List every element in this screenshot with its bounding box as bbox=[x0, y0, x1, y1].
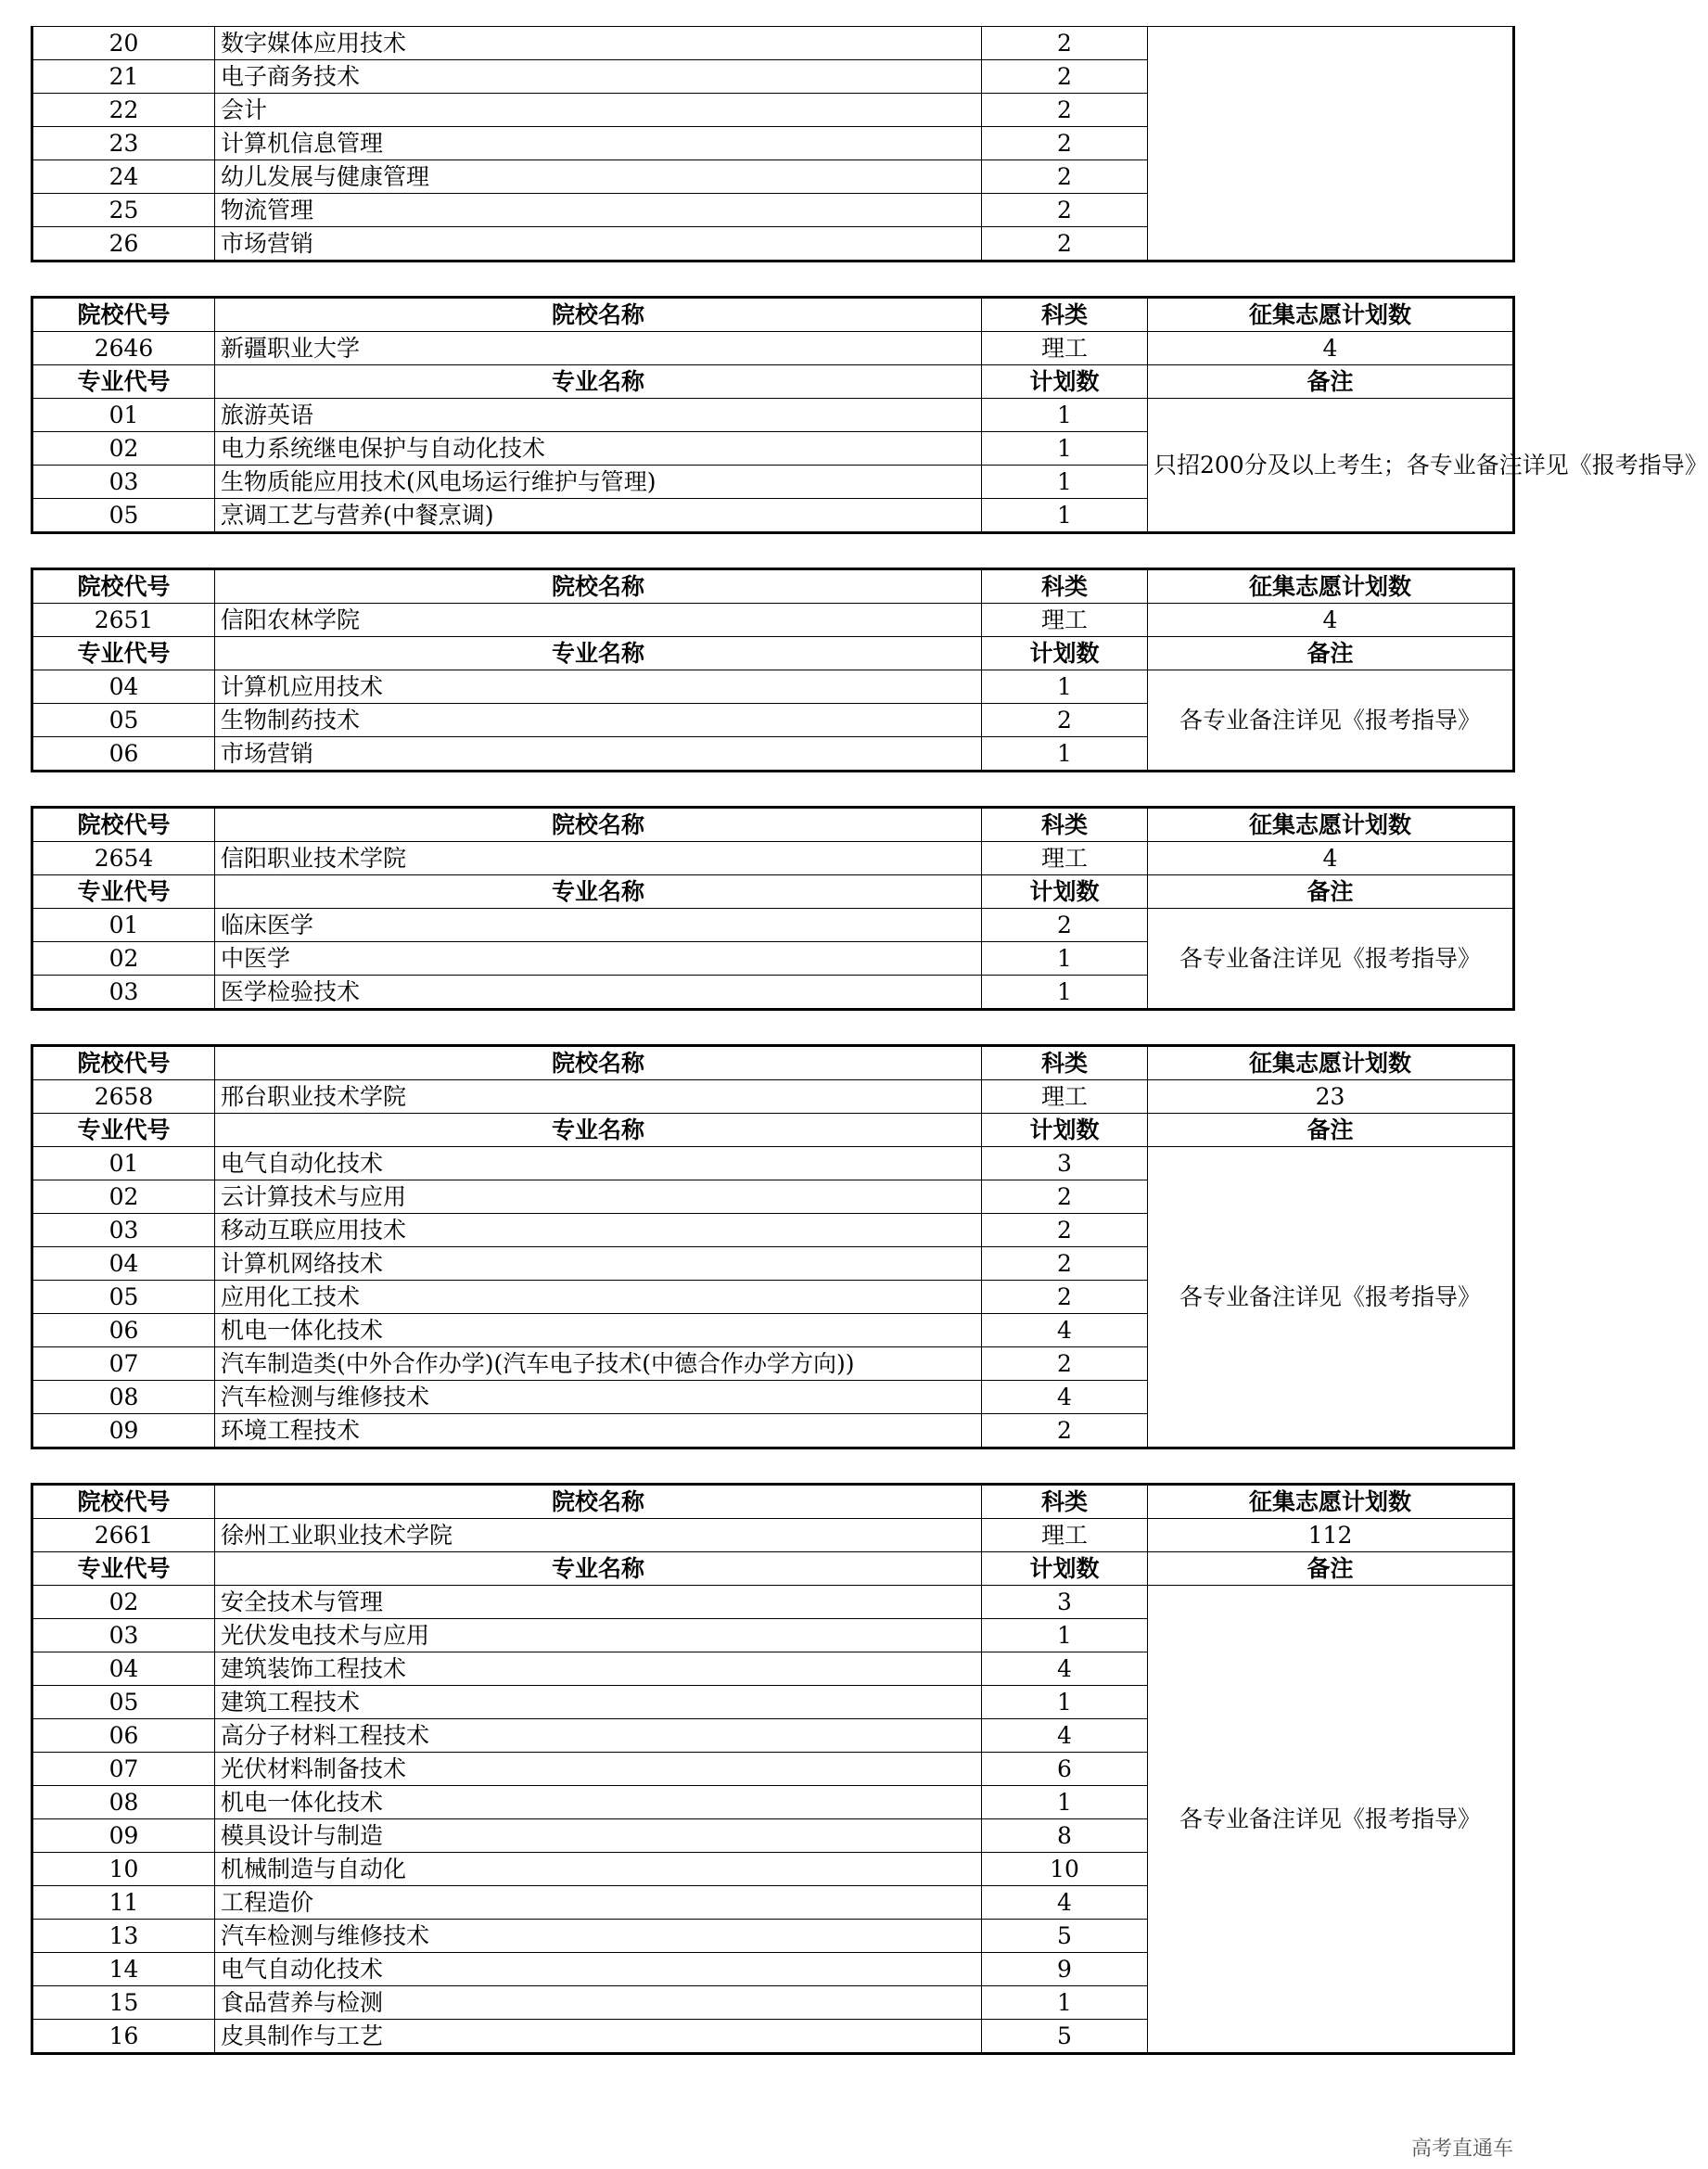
major-plan: 5 bbox=[982, 2020, 1148, 2054]
major-plan: 1 bbox=[982, 976, 1148, 1010]
major-name: 机电一体化技术 bbox=[215, 1786, 982, 1819]
header-major-code: 专业代号 bbox=[32, 875, 215, 909]
header-school-name: 院校名称 bbox=[215, 298, 982, 332]
major-plan: 2 bbox=[982, 160, 1148, 194]
major-code: 21 bbox=[32, 60, 215, 94]
document-body bbox=[31, 26, 1708, 2055]
major-name: 会计 bbox=[215, 94, 982, 127]
header-note: 备注 bbox=[1148, 365, 1514, 399]
major-plan: 2 bbox=[982, 60, 1148, 94]
school-table bbox=[31, 1044, 1515, 1449]
major-code: 13 bbox=[32, 1920, 215, 1953]
major-plan: 8 bbox=[982, 1819, 1148, 1853]
school-category: 理工 bbox=[982, 842, 1148, 875]
school-name: 信阳职业技术学院 bbox=[215, 842, 982, 875]
major-code: 05 bbox=[32, 704, 215, 737]
school-code: 2654 bbox=[32, 842, 215, 875]
school-header-row bbox=[32, 1485, 1514, 1519]
school-category: 理工 bbox=[982, 332, 1148, 365]
block-gap bbox=[31, 534, 1512, 568]
major-plan: 4 bbox=[982, 1886, 1148, 1920]
major-plan: 3 bbox=[982, 1586, 1148, 1619]
major-name: 电气自动化技术 bbox=[215, 1953, 982, 1986]
school-header-row bbox=[32, 808, 1514, 842]
school-header-row bbox=[32, 1046, 1514, 1080]
major-header-row bbox=[32, 1552, 1514, 1586]
block-gap bbox=[31, 1449, 1512, 1483]
school-category: 理工 bbox=[982, 1080, 1148, 1114]
header-category: 科类 bbox=[982, 1485, 1148, 1519]
header-plan-total: 征集志愿计划数 bbox=[1148, 298, 1514, 332]
major-code: 16 bbox=[32, 2020, 215, 2054]
major-plan: 9 bbox=[982, 1953, 1148, 1986]
major-plan: 2 bbox=[982, 27, 1148, 60]
major-name: 汽车制造类(中外合作办学)(汽车电子技术(中德合作办学方向)) bbox=[215, 1347, 982, 1381]
header-major-code: 专业代号 bbox=[32, 365, 215, 399]
header-major-name: 专业名称 bbox=[215, 1552, 982, 1586]
school-info-row bbox=[32, 1080, 1514, 1114]
major-code: 01 bbox=[32, 399, 215, 432]
watermark: 高考直通车 bbox=[1410, 2137, 1513, 2161]
major-name: 高分子材料工程技术 bbox=[215, 1719, 982, 1753]
header-school-code: 院校代号 bbox=[32, 1485, 215, 1519]
major-name: 机械制造与自动化 bbox=[215, 1853, 982, 1886]
header-plan: 计划数 bbox=[982, 1552, 1148, 1586]
major-code: 11 bbox=[32, 1886, 215, 1920]
major-name: 计算机网络技术 bbox=[215, 1247, 982, 1281]
school-table bbox=[31, 568, 1515, 772]
major-code: 03 bbox=[32, 1214, 215, 1247]
major-name: 幼儿发展与健康管理 bbox=[215, 160, 982, 194]
school-code: 2658 bbox=[32, 1080, 215, 1114]
header-school-code: 院校代号 bbox=[32, 298, 215, 332]
major-plan: 4 bbox=[982, 1381, 1148, 1414]
major-name: 旅游英语 bbox=[215, 399, 982, 432]
major-code: 09 bbox=[32, 1414, 215, 1448]
major-code: 03 bbox=[32, 976, 215, 1010]
major-plan: 2 bbox=[982, 227, 1148, 262]
major-plan: 1 bbox=[982, 399, 1148, 432]
major-header-row bbox=[32, 875, 1514, 909]
major-plan: 10 bbox=[982, 1853, 1148, 1886]
major-name: 市场营销 bbox=[215, 227, 982, 262]
school-plan-total: 4 bbox=[1148, 604, 1514, 637]
major-plan: 2 bbox=[982, 1347, 1148, 1381]
major-name: 光伏材料制备技术 bbox=[215, 1753, 982, 1786]
note-cell: 各专业备注详见《报考指导》 bbox=[1148, 670, 1514, 772]
major-code: 25 bbox=[32, 194, 215, 227]
major-name: 临床医学 bbox=[215, 909, 982, 942]
major-code: 05 bbox=[32, 499, 215, 533]
major-code: 05 bbox=[32, 1281, 215, 1314]
school-category: 理工 bbox=[982, 1519, 1148, 1552]
major-plan: 2 bbox=[982, 1414, 1148, 1448]
school-plan-total: 112 bbox=[1148, 1519, 1514, 1552]
major-name: 物流管理 bbox=[215, 194, 982, 227]
major-name: 电力系统继电保护与自动化技术 bbox=[215, 432, 982, 466]
major-name: 电气自动化技术 bbox=[215, 1147, 982, 1180]
major-plan: 1 bbox=[982, 499, 1148, 533]
school-code: 2651 bbox=[32, 604, 215, 637]
school-info-row bbox=[32, 1519, 1514, 1552]
major-name: 计算机应用技术 bbox=[215, 670, 982, 704]
note-cell: 各专业备注详见《报考指导》 bbox=[1148, 909, 1514, 1010]
school-info-row bbox=[32, 604, 1514, 637]
major-plan: 1 bbox=[982, 1986, 1148, 2020]
major-code: 06 bbox=[32, 1314, 215, 1347]
header-school-name: 院校名称 bbox=[215, 1046, 982, 1080]
school-category: 理工 bbox=[982, 604, 1148, 637]
header-plan: 计划数 bbox=[982, 1114, 1148, 1147]
major-name: 工程造价 bbox=[215, 1886, 982, 1920]
major-name: 建筑装饰工程技术 bbox=[215, 1652, 982, 1686]
major-header-row bbox=[32, 637, 1514, 670]
major-plan: 2 bbox=[982, 94, 1148, 127]
note-cell: 只招200分及以上考生；各专业备注详见《报考指导》 bbox=[1148, 399, 1514, 533]
major-code: 01 bbox=[32, 909, 215, 942]
block-gap bbox=[31, 772, 1512, 806]
school-table bbox=[31, 806, 1515, 1011]
major-code: 04 bbox=[32, 1247, 215, 1281]
major-plan: 1 bbox=[982, 1786, 1148, 1819]
school-plan-total: 4 bbox=[1148, 842, 1514, 875]
school-info-row bbox=[32, 332, 1514, 365]
header-plan-total: 征集志愿计划数 bbox=[1148, 569, 1514, 604]
school-code: 2661 bbox=[32, 1519, 215, 1552]
major-plan: 1 bbox=[982, 432, 1148, 466]
major-name: 模具设计与制造 bbox=[215, 1819, 982, 1853]
table-row bbox=[32, 909, 1514, 942]
major-name: 医学检验技术 bbox=[215, 976, 982, 1010]
school-table bbox=[31, 1483, 1515, 2055]
major-plan: 1 bbox=[982, 737, 1148, 772]
major-code: 07 bbox=[32, 1347, 215, 1381]
header-major-name: 专业名称 bbox=[215, 1114, 982, 1147]
school-table bbox=[31, 296, 1708, 534]
major-name: 电子商务技术 bbox=[215, 60, 982, 94]
major-plan: 4 bbox=[982, 1719, 1148, 1753]
major-code: 06 bbox=[32, 1719, 215, 1753]
major-plan: 4 bbox=[982, 1314, 1148, 1347]
header-plan-total: 征集志愿计划数 bbox=[1148, 1485, 1514, 1519]
major-code: 26 bbox=[32, 227, 215, 262]
table-row bbox=[32, 670, 1514, 704]
major-code: 15 bbox=[32, 1986, 215, 2020]
major-code: 09 bbox=[32, 1819, 215, 1853]
major-name: 应用化工技术 bbox=[215, 1281, 982, 1314]
table-row bbox=[32, 1586, 1514, 1619]
major-name: 云计算技术与应用 bbox=[215, 1180, 982, 1214]
note-cell: 各专业备注详见《报考指导》 bbox=[1148, 1586, 1514, 2054]
major-code: 22 bbox=[32, 94, 215, 127]
major-name: 食品营养与检测 bbox=[215, 1986, 982, 2020]
block-gap bbox=[31, 1011, 1512, 1044]
header-note: 备注 bbox=[1148, 1552, 1514, 1586]
major-name: 机电一体化技术 bbox=[215, 1314, 982, 1347]
header-plan: 计划数 bbox=[982, 637, 1148, 670]
note-cell: 各专业备注详见《报考指导》 bbox=[1148, 1147, 1514, 1448]
major-plan: 2 bbox=[982, 909, 1148, 942]
major-code: 23 bbox=[32, 127, 215, 160]
note-cell bbox=[1148, 27, 1514, 262]
table-row bbox=[32, 27, 1514, 60]
header-major-name: 专业名称 bbox=[215, 637, 982, 670]
header-note: 备注 bbox=[1148, 875, 1514, 909]
header-major-name: 专业名称 bbox=[215, 875, 982, 909]
major-code: 03 bbox=[32, 466, 215, 499]
school-code: 2646 bbox=[32, 332, 215, 365]
major-name: 烹调工艺与营养(中餐烹调) bbox=[215, 499, 982, 533]
major-plan: 2 bbox=[982, 194, 1148, 227]
major-code: 06 bbox=[32, 737, 215, 772]
major-plan: 2 bbox=[982, 1281, 1148, 1314]
major-code: 02 bbox=[32, 1586, 215, 1619]
major-plan: 1 bbox=[982, 670, 1148, 704]
header-major-name: 专业名称 bbox=[215, 365, 982, 399]
header-major-code: 专业代号 bbox=[32, 637, 215, 670]
header-school-name: 院校名称 bbox=[215, 1485, 982, 1519]
major-plan: 2 bbox=[982, 1214, 1148, 1247]
major-name: 中医学 bbox=[215, 942, 982, 976]
header-school-name: 院校名称 bbox=[215, 569, 982, 604]
school-header-row bbox=[32, 569, 1514, 604]
school-name: 信阳农林学院 bbox=[215, 604, 982, 637]
school-header-row bbox=[32, 298, 1514, 332]
major-name: 生物制药技术 bbox=[215, 704, 982, 737]
major-name: 汽车检测与维修技术 bbox=[215, 1381, 982, 1414]
major-plan: 3 bbox=[982, 1147, 1148, 1180]
major-code: 04 bbox=[32, 1652, 215, 1686]
school-plan-total: 4 bbox=[1148, 332, 1514, 365]
major-code: 07 bbox=[32, 1753, 215, 1786]
school-name: 新疆职业大学 bbox=[215, 332, 982, 365]
header-major-code: 专业代号 bbox=[32, 1552, 215, 1586]
major-plan: 2 bbox=[982, 127, 1148, 160]
major-code: 05 bbox=[32, 1686, 215, 1719]
header-note: 备注 bbox=[1148, 1114, 1514, 1147]
major-code: 08 bbox=[32, 1381, 215, 1414]
header-category: 科类 bbox=[982, 298, 1148, 332]
major-name: 数字媒体应用技术 bbox=[215, 27, 982, 60]
school-name: 邢台职业技术学院 bbox=[215, 1080, 982, 1114]
major-plan: 2 bbox=[982, 1180, 1148, 1214]
header-school-code: 院校代号 bbox=[32, 808, 215, 842]
major-header-row bbox=[32, 365, 1514, 399]
major-name: 计算机信息管理 bbox=[215, 127, 982, 160]
major-plan: 1 bbox=[982, 466, 1148, 499]
continued-major-table bbox=[31, 26, 1515, 262]
major-plan: 4 bbox=[982, 1652, 1148, 1686]
school-info-row bbox=[32, 842, 1514, 875]
major-code: 04 bbox=[32, 670, 215, 704]
header-category: 科类 bbox=[982, 808, 1148, 842]
school-name: 徐州工业职业技术学院 bbox=[215, 1519, 982, 1552]
major-plan: 2 bbox=[982, 704, 1148, 737]
header-school-code: 院校代号 bbox=[32, 1046, 215, 1080]
header-school-code: 院校代号 bbox=[32, 569, 215, 604]
major-code: 01 bbox=[32, 1147, 215, 1180]
major-plan: 2 bbox=[982, 1247, 1148, 1281]
header-plan: 计划数 bbox=[982, 875, 1148, 909]
major-header-row bbox=[32, 1114, 1514, 1147]
major-code: 24 bbox=[32, 160, 215, 194]
major-code: 03 bbox=[32, 1619, 215, 1652]
header-plan: 计划数 bbox=[982, 365, 1148, 399]
major-name: 生物质能应用技术(风电场运行维护与管理) bbox=[215, 466, 982, 499]
major-code: 14 bbox=[32, 1953, 215, 1986]
major-name: 环境工程技术 bbox=[215, 1414, 982, 1448]
major-name: 光伏发电技术与应用 bbox=[215, 1619, 982, 1652]
table-row bbox=[32, 1147, 1514, 1180]
header-major-code: 专业代号 bbox=[32, 1114, 215, 1147]
major-plan: 6 bbox=[982, 1753, 1148, 1786]
header-plan-total: 征集志愿计划数 bbox=[1148, 1046, 1514, 1080]
school-plan-total: 23 bbox=[1148, 1080, 1514, 1114]
major-plan: 5 bbox=[982, 1920, 1148, 1953]
header-category: 科类 bbox=[982, 569, 1148, 604]
major-name: 市场营销 bbox=[215, 737, 982, 772]
major-plan: 1 bbox=[982, 1619, 1148, 1652]
major-plan: 1 bbox=[982, 1686, 1148, 1719]
major-name: 建筑工程技术 bbox=[215, 1686, 982, 1719]
major-code: 02 bbox=[32, 1180, 215, 1214]
major-code: 10 bbox=[32, 1853, 215, 1886]
header-category: 科类 bbox=[982, 1046, 1148, 1080]
major-name: 安全技术与管理 bbox=[215, 1586, 982, 1619]
major-plan: 1 bbox=[982, 942, 1148, 976]
header-school-name: 院校名称 bbox=[215, 808, 982, 842]
block-gap bbox=[31, 262, 1512, 296]
major-code: 08 bbox=[32, 1786, 215, 1819]
major-code: 02 bbox=[32, 942, 215, 976]
major-name: 汽车检测与维修技术 bbox=[215, 1920, 982, 1953]
major-name: 移动互联应用技术 bbox=[215, 1214, 982, 1247]
major-code: 02 bbox=[32, 432, 215, 466]
header-note: 备注 bbox=[1148, 637, 1514, 670]
header-plan-total: 征集志愿计划数 bbox=[1148, 808, 1514, 842]
major-name: 皮具制作与工艺 bbox=[215, 2020, 982, 2054]
major-code: 20 bbox=[32, 27, 215, 60]
table-row bbox=[32, 399, 1514, 432]
